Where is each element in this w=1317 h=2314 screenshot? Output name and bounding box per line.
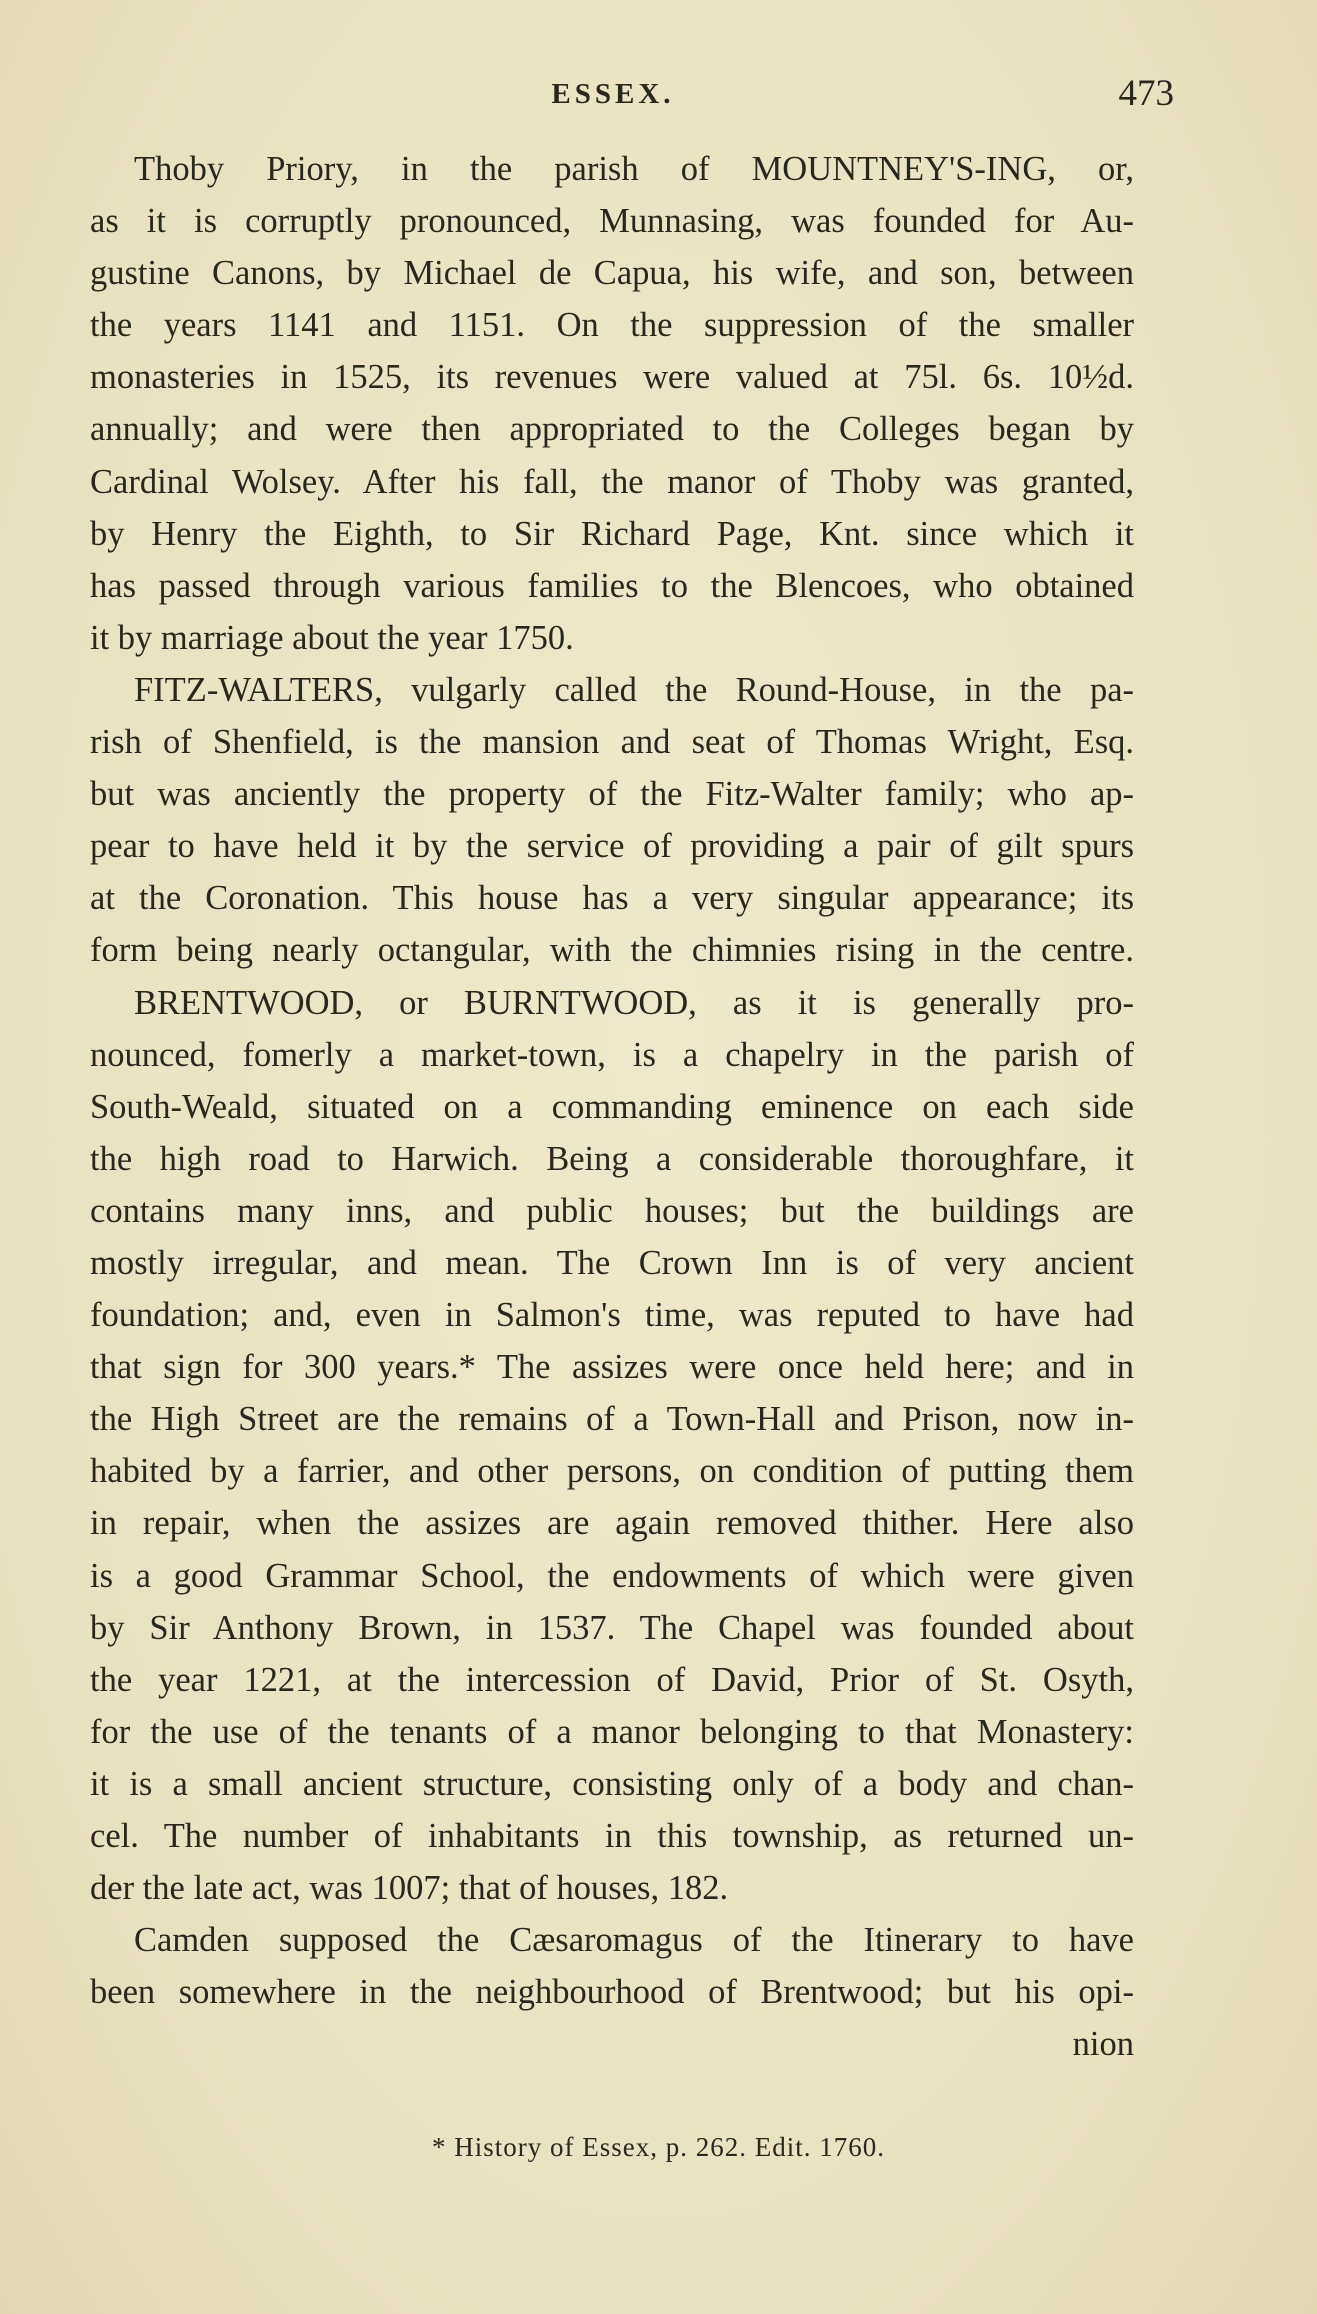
text-line: form being nearly octangular, with the chimnies rising in the centre. xyxy=(90,931,1134,970)
text-line: cel. The number of inhabitants in this township, as returned un- xyxy=(90,1817,1134,1855)
text-line: contains many inns, and public houses; but the buildings are xyxy=(90,1191,1134,1230)
text-line: der the late act, was 1007; that of houses, 182. xyxy=(90,1869,729,1908)
text-line: pear to have held it by the service of providing a pair of gilt spurs xyxy=(90,827,1134,866)
text-line: BRENTWOOD, or BURNTWOOD, as it is generally pro- xyxy=(134,983,1134,1022)
text-line: is a good Grammar School, the endowments of which were given xyxy=(90,1556,1134,1595)
text-line: the High Street are the remains of a Town-Hall and Prison, now in- xyxy=(90,1400,1134,1439)
body-text xyxy=(90,143,1134,2070)
text-line: but was anciently the property of the Fitz-Walter family; who ap- xyxy=(90,775,1134,814)
text-line: FITZ-WALTERS, vulgarly called the Round-House, in the pa- xyxy=(134,670,1134,709)
running-head: ESSEX. xyxy=(551,78,675,110)
text-line: Camden supposed the Cæsaromagus of the Itinerary to have xyxy=(134,1921,1134,1960)
text-line: gustine Canons, by Michael de Capua, his wife, and son, between xyxy=(90,254,1134,293)
text-line: the year 1221, at the intercession of David, Prior of St. Osyth, xyxy=(90,1660,1134,1699)
text-line: as it is corruptly pronounced, Munnasing, was founded for Au- xyxy=(90,202,1134,241)
text-line: annually; and were then appropriated to the Colleges began by xyxy=(90,410,1134,449)
page-header xyxy=(88,72,1174,122)
text-line: by Sir Anthony Brown, in 1537. The Chapel was founded about xyxy=(90,1608,1134,1647)
text-line: the high road to Harwich. Being a considerable thoroughfare, it xyxy=(90,1139,1134,1178)
text-line: has passed through various families to the Blencoes, who obtained xyxy=(90,566,1134,605)
text-line: foundation; and, even in Salmon's time, was reputed to have had xyxy=(90,1296,1134,1335)
text-line: Thoby Priory, in the parish of MOUNTNEY'S-ING, or, xyxy=(134,150,1134,188)
text-line: in repair, when the assizes are again removed thither. Here also xyxy=(90,1504,1134,1543)
text-line: the years 1141 and 1151. On the suppression of the smaller xyxy=(90,306,1134,345)
text-line: Cardinal Wolsey. After his fall, the manor of Thoby was granted, xyxy=(90,462,1134,501)
page-number: 473 xyxy=(1118,73,1174,114)
text-line: nounced, fomerly a market-town, is a chapelry in the parish of xyxy=(90,1035,1134,1074)
text-line: by Henry the Eighth, to Sir Richard Page, Knt. since which it xyxy=(90,514,1134,553)
text-line: it is a small ancient structure, consisting only of a body and chan- xyxy=(90,1764,1134,1803)
text-line: South-Weald, situated on a commanding eminence on each side xyxy=(90,1087,1134,1126)
text-line: that sign for 300 years.* The assizes were once held here; and in xyxy=(90,1348,1134,1387)
text-line: rish of Shenfield, is the mansion and seat of Thomas Wright, Esq. xyxy=(90,723,1134,762)
text-line: at the Coronation. This house has a very singular appearance; its xyxy=(90,879,1134,918)
text-line: mostly irregular, and mean. The Crown Inn is of very ancient xyxy=(90,1243,1134,1282)
footnote: * History of Essex, p. 262. Edit. 1760. xyxy=(432,2132,885,2162)
text-line: it by marriage about the year 1750. xyxy=(90,618,574,657)
text-line: monasteries in 1525, its revenues were valued at 75l. 6s. 10½d. xyxy=(90,358,1134,397)
text-line: been somewhere in the neighbourhood of Brentwood; but his opi- xyxy=(90,1973,1134,2012)
catchword: nion xyxy=(1072,2025,1134,2064)
text-line: for the use of the tenants of a manor belonging to that Monastery: xyxy=(90,1712,1134,1751)
text-line: habited by a farrier, and other persons, on condition of putting them xyxy=(90,1452,1134,1491)
